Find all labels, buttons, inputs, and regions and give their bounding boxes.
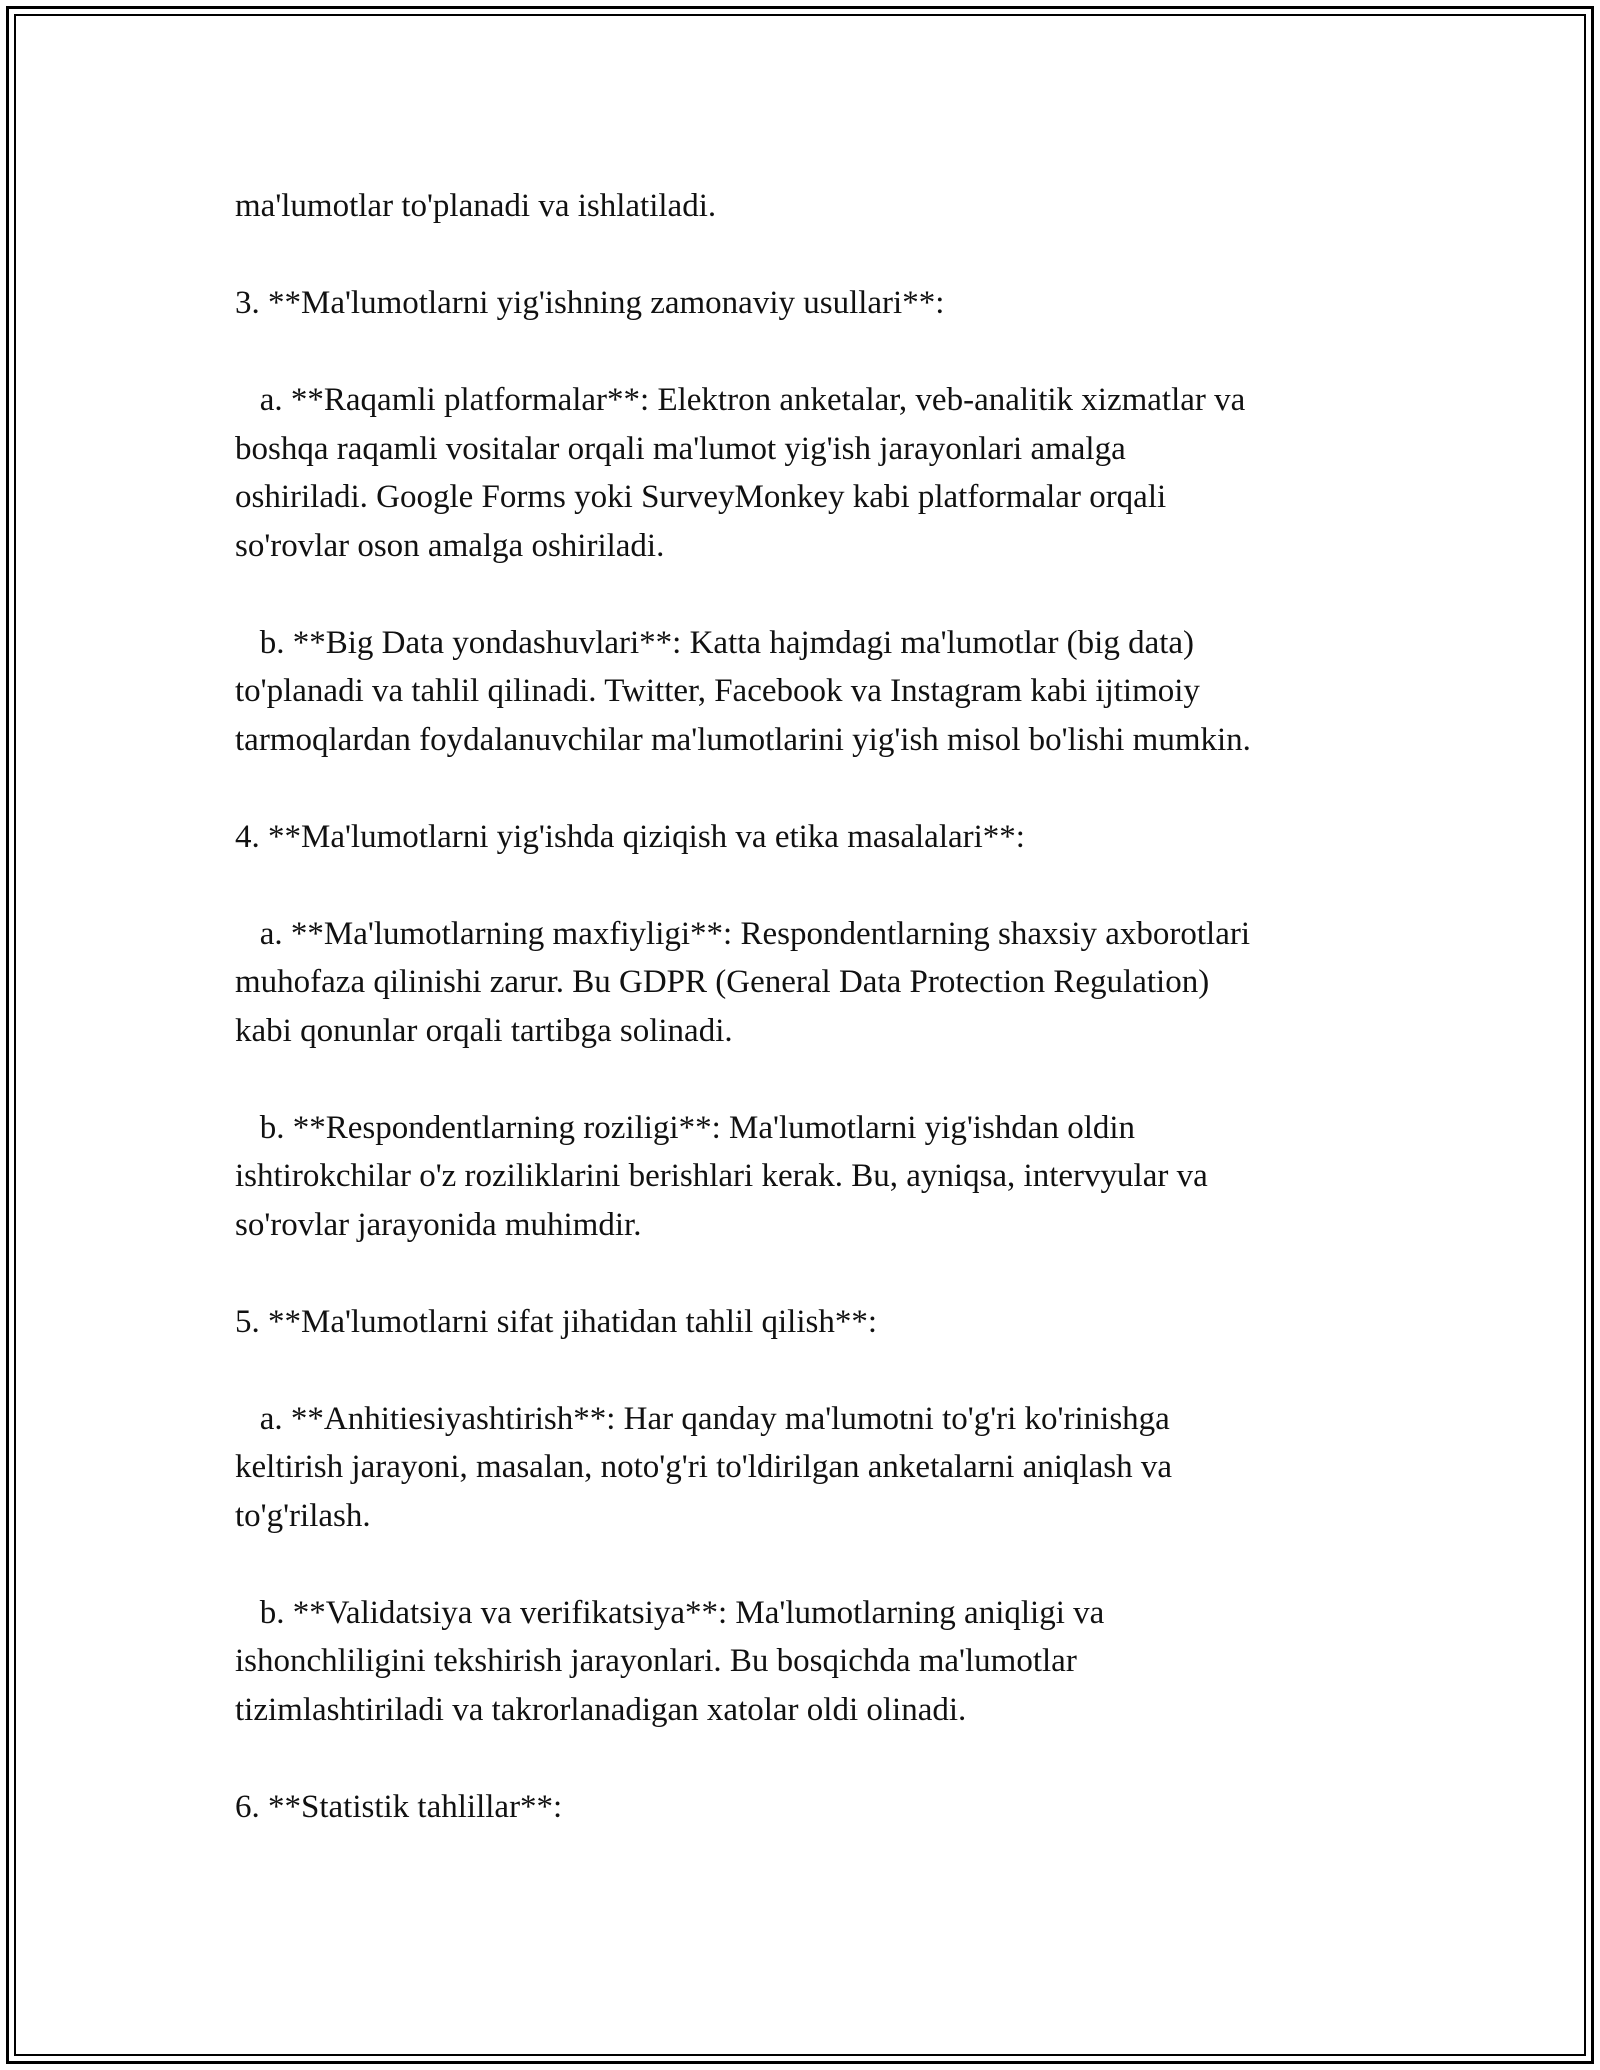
section-heading-4: 4. **Ma'lumotlarni yig'ishda qiziqish va etika masalalari**:	[235, 818, 1025, 855]
section-heading-5: 5. **Ma'lumotlarni sifat jihatidan tahlil qilish**:	[235, 1303, 878, 1340]
section-heading-3: 3. **Ma'lumotlarni yig'ishning zamonaviy usullari**:	[235, 285, 945, 321]
paragraph-5a: a. **Anhitiesiyashtirish**: Har qanday ma'lumotni to'g'ri ko'rinishga keltirish jarayoni, masalan, noto'g'ri to'ldirilgan anketalarni aniqlash va to'g'rilash.	[235, 1400, 1172, 1534]
paragraph-continuation: ma'lumotlar to'planadi va ishlatiladi.	[235, 188, 717, 224]
section-heading-6: 6. **Statistik tahlillar**:	[235, 1788, 563, 1825]
paragraph-4a: a. **Ma'lumotlarning maxfiyligi**: Respondentlarning shaxsiy axborotlari muhofaza qilinishi zarur. Bu GDPR (General Data Protection Regulation) kabi qonunlar orqali tartibga solinadi.	[235, 915, 1251, 1049]
paragraph-4b: b. **Respondentlarning roziligi**: Ma'lumotlarni yig'ishdan oldin ishtirokchilar o'z roziliklarini berishlari kerak. Bu, ayniqsa, intervyular va so'rovlar jarayonida muhimdir.	[235, 1109, 1208, 1243]
document-body	[235, 182, 1385, 1831]
paragraph-5b: b. **Validatsiya va verifikatsiya**: Ma'lumotlarning aniqligi va ishonchliligini tekshirish jarayonlari. Bu bosqichda ma'lumotlar tizimlashtiriladi va takrorlanadigan xatolar oldi olinadi.	[235, 1594, 1105, 1728]
paragraph-3b: b. **Big Data yondashuvlari**: Katta hajmdagi ma'lumotlar (big data) to'planadi va tahlil qilinadi. Twitter, Facebook va Instagram kabi ijtimoiy tarmoqlardan foydalanuvchilar ma'lumotlarini yig'ish misol bo'lishi mumkin.	[235, 624, 1251, 758]
paragraph-3a: a. **Raqamli platformalar**: Elektron anketalar, veb-analitik xizmatlar va boshqa raqamli vositalar orqali ma'lumot yig'ish jarayonlari amalga oshiriladi. Google Forms yoki SurveyMonkey kabi platformalar orqali so'rovlar oson amalga oshiriladi.	[235, 382, 1246, 564]
